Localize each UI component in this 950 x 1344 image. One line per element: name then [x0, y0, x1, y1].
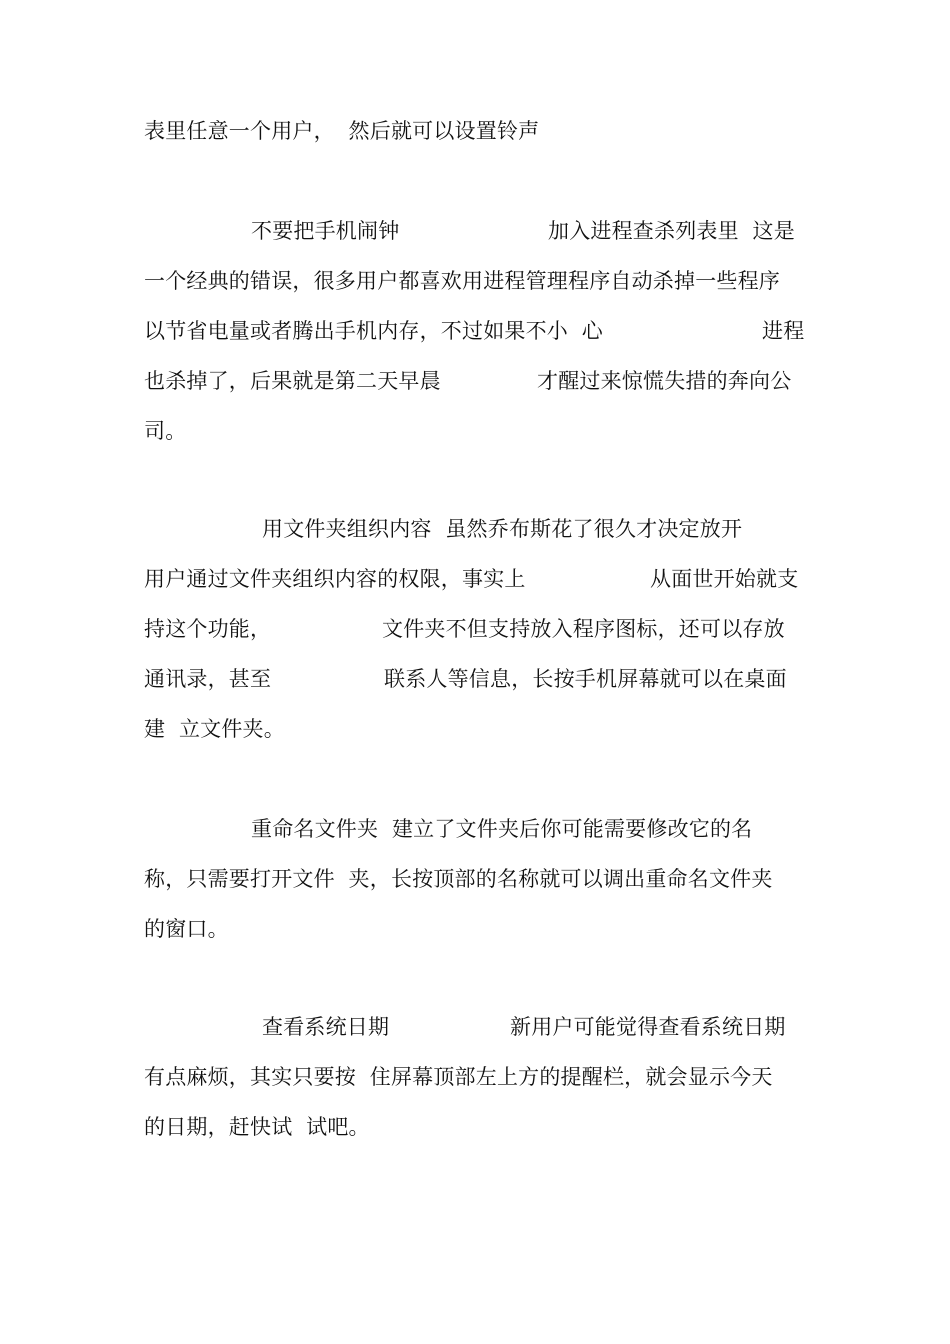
- section-heading: 重命名文件夹 建立了文件夹后你可能需要修改它的名: [251, 817, 753, 841]
- text-line: 用户通过文件夹组织内容的权限，事实上: [144, 567, 526, 591]
- text-line: 建 立文件夹。: [144, 717, 285, 741]
- text-line: 才醒过来惊慌失措的奔向公: [537, 369, 792, 393]
- section-heading: 不要把手机闹钟: [251, 219, 400, 243]
- text-line: 的窗口。: [144, 917, 229, 941]
- text-line: 从面世开始就支: [650, 567, 799, 591]
- text-line: 文件夹不但支持放入程序图标，还可以存放: [382, 617, 785, 641]
- text-line: 加入进程查杀列表里 这是: [548, 219, 795, 243]
- text-line: 司。: [144, 419, 187, 443]
- section-heading: 查看系统日期: [262, 1015, 390, 1039]
- text-line: 以节省电量或者腾出手机内存，不过如果不小 心: [144, 319, 603, 343]
- text-line: 新用户可能觉得查看系统日期: [510, 1015, 786, 1039]
- text-line: 通讯录，甚至: [144, 667, 272, 691]
- text-line: 一个经典的错误，很多用户都喜欢用进程管理程序自动杀掉一些程序: [144, 269, 780, 293]
- text-line: 称，只需要打开文件 夹，长按顶部的名称就可以调出重命名文件夹: [144, 867, 773, 891]
- text-line: 持这个功能，: [144, 617, 272, 641]
- text-line: 有点麻烦，其实只要按 住屏幕顶部左上方的提醒栏，就会显示今天: [144, 1065, 773, 1089]
- text-line: 表里任意一个用户， 然后就可以设置铃声: [144, 119, 540, 143]
- text-line: 也杀掉了，后果就是第二天早晨: [144, 369, 441, 393]
- section-heading: 用文件夹组织内容 虽然乔布斯花了很久才决定放开: [262, 517, 743, 541]
- text-line: 的日期，赶快试 试吧。: [144, 1115, 370, 1139]
- text-line: 联系人等信息，长按手机屏幕就可以在桌面: [384, 667, 787, 691]
- text-line: 进程: [762, 319, 805, 343]
